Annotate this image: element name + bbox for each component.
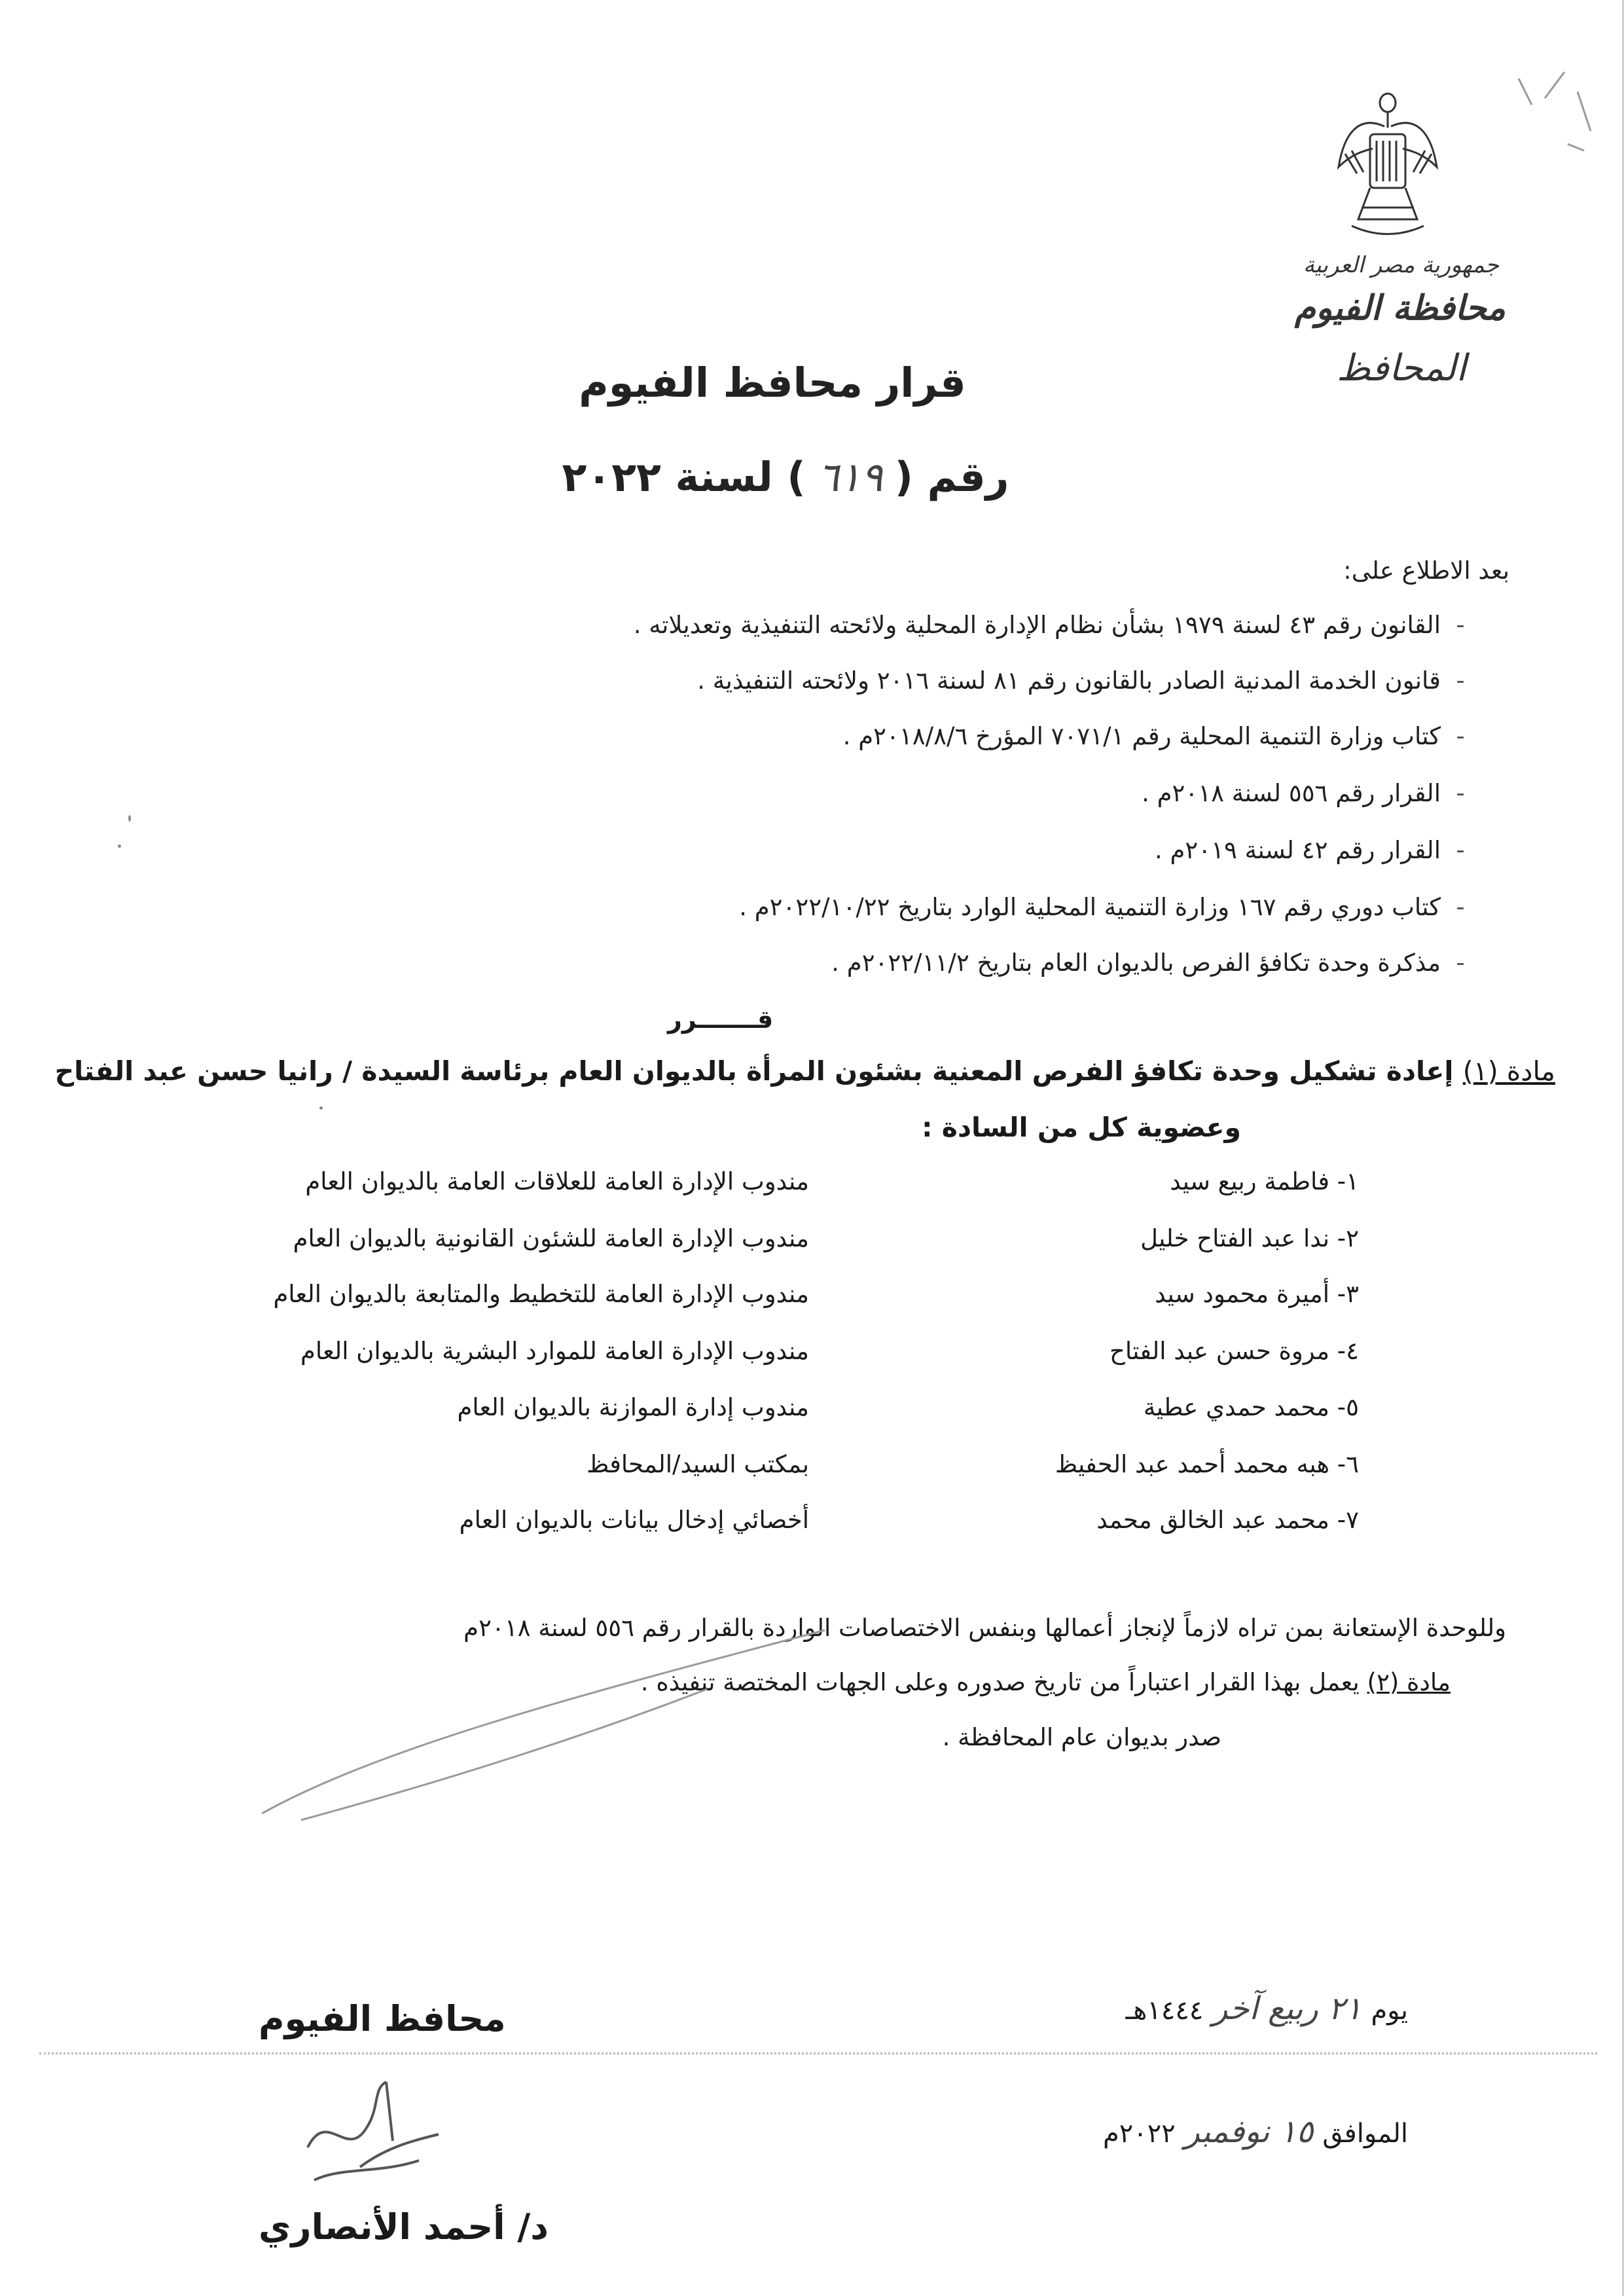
member-role: مندوب الإدارة العامة للعلاقات العامة بالديوان العام <box>305 1167 809 1195</box>
hijri-prefix: يوم <box>1371 1995 1408 2026</box>
hijri-year: ١٤٤٤هـ <box>1125 1995 1204 2026</box>
member-name: ١- فاطمة ربيع سيد <box>1170 1167 1359 1195</box>
article-2-label: مادة (٢) <box>1367 1668 1451 1696</box>
reference-item: -القرار رقم ٤٢ لسنة ٢٠١٩م . <box>1154 836 1465 864</box>
scan-speck <box>319 1106 323 1110</box>
handwritten-signature <box>288 2069 458 2200</box>
header-office: المحافظ <box>1336 347 1466 390</box>
article-1 <box>55 1055 1555 1087</box>
reference-item: -القانون رقم ٤٣ لسنة ١٩٧٩ بشأن نظام الإدارة المحلية ولائحته التنفيذية وتعديلاته . <box>633 611 1465 639</box>
pencil-scribble <box>249 1617 838 1840</box>
reference-item: -قانون الخدمة المدنية الصادر بالقانون رقم ٨١ لسنة ٢٠١٦ ولائحته التنفيذية . <box>697 666 1465 695</box>
signature-title: محافظ الفيوم <box>259 1998 506 2039</box>
decree-number: ٦١٩ <box>817 453 883 501</box>
decree-title: قرار محافظ الفيوم <box>579 359 966 407</box>
article-1-continuation: وعضوية كل من السادة : <box>922 1112 1241 1143</box>
decision-heading: قـــــــرر <box>668 1005 774 1034</box>
member-name: ٣- أميرة محمود سيد <box>1155 1280 1359 1308</box>
member-name: ٢- ندا عبد الفتاح خليل <box>1140 1224 1359 1252</box>
decree-number-prefix: رقم ( <box>894 453 1009 501</box>
member-role: مندوب الإدارة العامة للشئون القانونية بالديوان العام <box>293 1224 809 1252</box>
signature-name: د/ أحمد الأنصاري <box>259 2206 549 2248</box>
article-1-label: مادة (١) <box>1462 1055 1555 1087</box>
member-role: بمكتب السيد/المحافظ <box>586 1450 809 1478</box>
scan-speck <box>118 845 121 848</box>
gregorian-year: ٢٠٢٢م <box>1102 2119 1176 2149</box>
member-name: ٥- محمد حمدي عطية <box>1143 1393 1359 1421</box>
decree-number-line <box>524 453 1047 501</box>
eagle-emblem-icon <box>1332 88 1443 249</box>
member-role: مندوب الإدارة العامة للتخطيط والمتابعة بالديوان العام <box>273 1280 809 1308</box>
issued-at: صدر بديوان عام المحافظة . <box>942 1723 1221 1751</box>
gregorian-prefix: الموافق <box>1322 2119 1408 2149</box>
reference-item: -مذكرة وحدة تكافؤ الفرص بالديوان العام بتاريخ ٢٠٢٢/١١/٢م . <box>831 949 1465 977</box>
gregorian-handwritten: ١٥ نوفمبر <box>1184 2113 1314 2150</box>
header-country: جمهورية مصر العربية <box>1303 252 1499 278</box>
decree-year: ) لسنة ٢٠٢٢ <box>562 453 806 501</box>
article-2-text: يعمل بهذا القرار اعتباراً من تاريخ صدوره وعلى الجهات المختصة تنفيذه . <box>640 1668 1360 1696</box>
scan-speck <box>128 815 131 822</box>
member-role: مندوب إدارة الموازنة بالديوان العام <box>457 1393 809 1421</box>
article-1-text: إعادة تشكيل وحدة تكافؤ الفرص المعنية بشئون المرأة بالديوان العام برئاسة السيدة / رانيا حسن عبد الفتاح <box>54 1055 1454 1087</box>
reference-item: -القرار رقم ٥٥٦ لسنة ٢٠١٨م . <box>1142 779 1465 807</box>
member-role: مندوب الإدارة العامة للموارد البشرية بالديوان العام <box>300 1337 809 1365</box>
member-role: أخصائي إدخال بيانات بالديوان العام <box>459 1506 809 1534</box>
references-intro: بعد الاطلاع على: <box>1343 556 1509 585</box>
member-name: ٤- مروة حسن عبد الفتاح <box>1109 1337 1359 1365</box>
member-name: ٦- هبه محمد أحمد عبد الحفيظ <box>1055 1450 1359 1478</box>
hijri-handwritten: ٢١ ربيع آخر <box>1212 1990 1362 2027</box>
pencil-mark <box>1506 52 1597 157</box>
scan-fold-line <box>39 2052 1597 2054</box>
hijri-date <box>1126 1990 1408 2027</box>
reference-item: -كتاب وزارة التنمية المحلية رقم ٧٠٧١/١ المؤرخ ٢٠١٨/٨/٦م . <box>842 722 1465 750</box>
reference-item: -كتاب دوري رقم ١٦٧ وزارة التنمية المحلية الوارد بتاريخ ٢٠٢٢/١٠/٢٢م . <box>739 893 1465 921</box>
header-governorate: محافظة الفيوم <box>1294 288 1506 328</box>
member-name: ٧- محمد عبد الخالق محمد <box>1096 1506 1359 1534</box>
unit-note: وللوحدة الإستعانة بمن تراه لازماً لإنجاز أعمالها وبنفس الاختصاصات الواردة بالقرار رقم ٥٥٦ لسنة ٢٠١٨م <box>463 1614 1506 1642</box>
gregorian-date <box>1103 2113 1408 2150</box>
